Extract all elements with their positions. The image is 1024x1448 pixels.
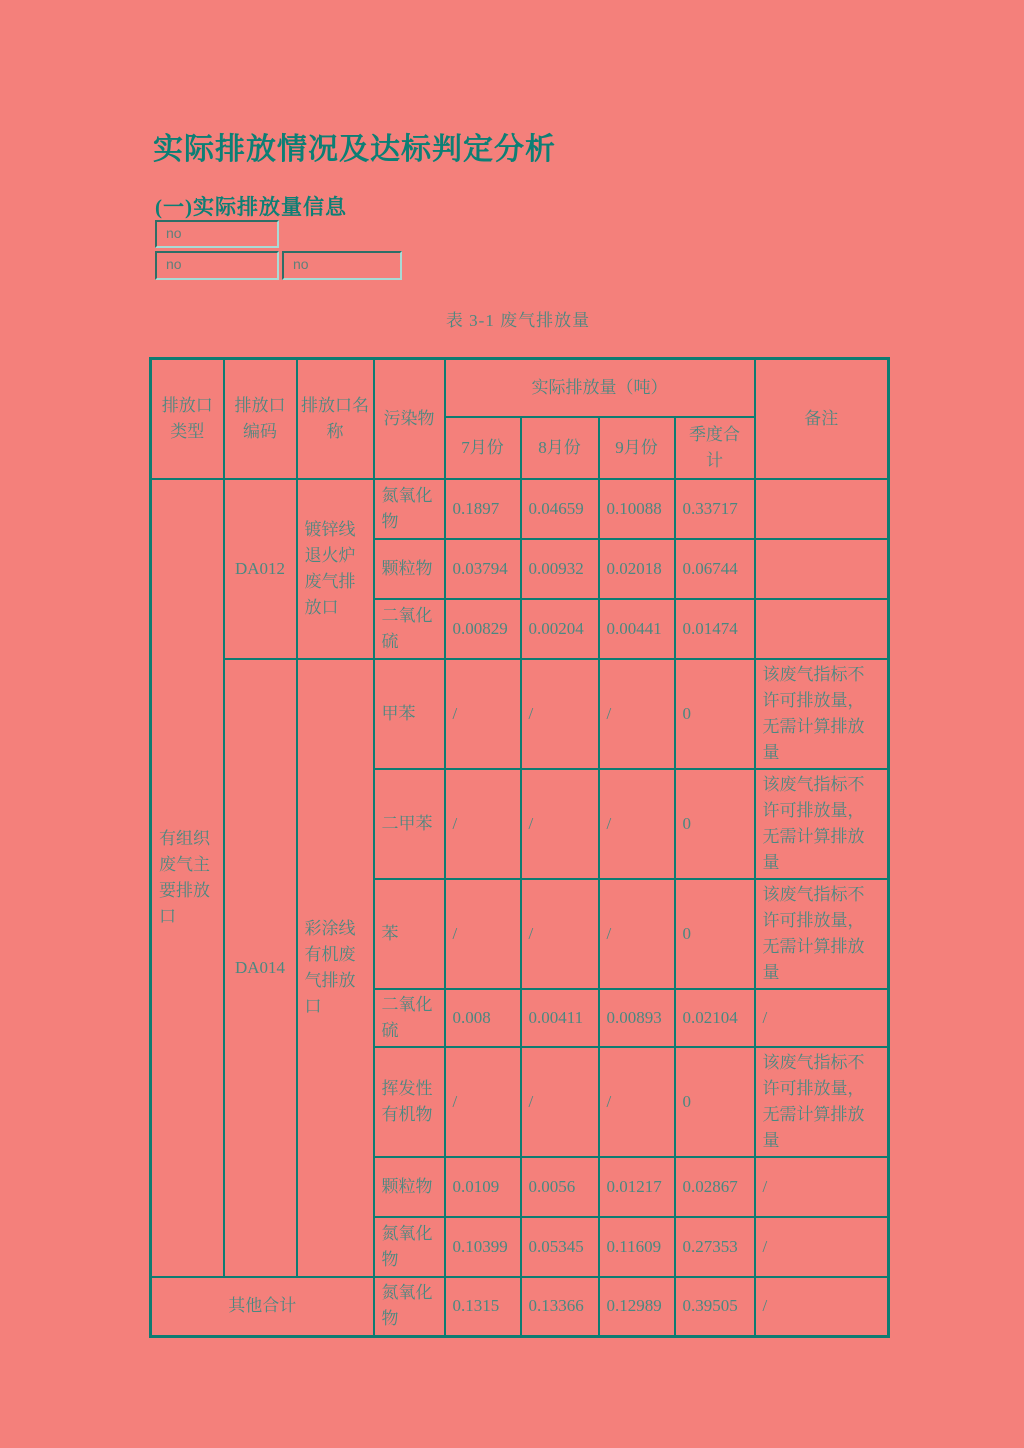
cell-m8: / bbox=[521, 769, 599, 879]
header-quarter-total: 季度合计 bbox=[675, 417, 755, 479]
cell-m9: / bbox=[599, 769, 675, 879]
cell-m9: 0.12989 bbox=[599, 1277, 675, 1337]
cell-pollutant: 氮氧化物 bbox=[374, 1217, 445, 1277]
cell-m9: 0.10088 bbox=[599, 479, 675, 539]
form-field-3[interactable]: no bbox=[282, 251, 402, 280]
cell-outlet-code-da012: DA012 bbox=[224, 479, 297, 659]
cell-m7: / bbox=[445, 1047, 521, 1157]
cell-m8: 0.05345 bbox=[521, 1217, 599, 1277]
cell-pollutant: 颗粒物 bbox=[374, 1157, 445, 1217]
page-title: 实际排放情况及达标判定分析 bbox=[153, 133, 556, 166]
cell-quarter: 0.27353 bbox=[675, 1217, 755, 1277]
header-month-jul: 7月份 bbox=[445, 417, 521, 479]
table-caption: 表 3-1 废气排放量 bbox=[445, 311, 591, 330]
cell-pollutant: 苯 bbox=[374, 879, 445, 989]
cell-m8: / bbox=[521, 1047, 599, 1157]
header-pollutant: 污染物 bbox=[374, 359, 445, 479]
cell-quarter: 0.02104 bbox=[675, 989, 755, 1047]
cell-m7: 0.00829 bbox=[445, 599, 521, 659]
cell-remark bbox=[755, 479, 889, 539]
header-outlet-type: 排放口类型 bbox=[151, 359, 224, 479]
header-remark: 备注 bbox=[755, 359, 889, 479]
header-outlet-name: 排放口名称 bbox=[297, 359, 374, 479]
cell-m8: / bbox=[521, 879, 599, 989]
cell-m7: 0.0109 bbox=[445, 1157, 521, 1217]
cell-m7: / bbox=[445, 879, 521, 989]
cell-m8: / bbox=[521, 659, 599, 769]
table-row bbox=[151, 1277, 889, 1337]
cell-outlet-name-da012: 镀锌线退火炉废气排放口 bbox=[297, 479, 374, 659]
cell-quarter: 0 bbox=[675, 879, 755, 989]
cell-quarter: 0 bbox=[675, 1047, 755, 1157]
cell-remark bbox=[755, 599, 889, 659]
cell-remark: / bbox=[755, 1277, 889, 1337]
cell-quarter: 0.33717 bbox=[675, 479, 755, 539]
cell-m7: / bbox=[445, 659, 521, 769]
cell-remark: 该废气指标不许可排放量，无需计算排放量 bbox=[755, 1047, 889, 1157]
cell-m9: 0.01217 bbox=[599, 1157, 675, 1217]
cell-m9: / bbox=[599, 659, 675, 769]
cell-quarter: 0 bbox=[675, 769, 755, 879]
cell-m8: 0.0056 bbox=[521, 1157, 599, 1217]
cell-remark: 该废气指标不许可排放量，无需计算排放量 bbox=[755, 879, 889, 989]
cell-pollutant: 氮氧化物 bbox=[374, 1277, 445, 1337]
table-row bbox=[151, 479, 889, 539]
cell-remark: / bbox=[755, 1217, 889, 1277]
cell-m7: 0.1897 bbox=[445, 479, 521, 539]
header-month-aug: 8月份 bbox=[521, 417, 599, 479]
header-month-sep: 9月份 bbox=[599, 417, 675, 479]
section-subtitle: (一)实际排放量信息 bbox=[155, 195, 347, 219]
cell-outlet-type-group: 有组织废气主要排放口 bbox=[151, 479, 224, 1277]
cell-other-total-label: 其他合计 bbox=[151, 1277, 374, 1337]
cell-remark bbox=[755, 539, 889, 599]
header-outlet-code: 排放口编码 bbox=[224, 359, 297, 479]
cell-remark: 该废气指标不许可排放量，无需计算排放量 bbox=[755, 769, 889, 879]
cell-m9: / bbox=[599, 879, 675, 989]
cell-pollutant: 二甲苯 bbox=[374, 769, 445, 879]
cell-remark: / bbox=[755, 989, 889, 1047]
cell-pollutant: 氮氧化物 bbox=[374, 479, 445, 539]
emissions-table bbox=[149, 357, 890, 1338]
cell-m7: / bbox=[445, 769, 521, 879]
cell-quarter: 0 bbox=[675, 659, 755, 769]
cell-m8: 0.00204 bbox=[521, 599, 599, 659]
cell-quarter: 0.02867 bbox=[675, 1157, 755, 1217]
cell-m8: 0.13366 bbox=[521, 1277, 599, 1337]
cell-m8: 0.04659 bbox=[521, 479, 599, 539]
cell-pollutant: 颗粒物 bbox=[374, 539, 445, 599]
cell-m9: / bbox=[599, 1047, 675, 1157]
table-row bbox=[151, 659, 889, 769]
cell-quarter: 0.01474 bbox=[675, 599, 755, 659]
cell-m8: 0.00932 bbox=[521, 539, 599, 599]
cell-m8: 0.00411 bbox=[521, 989, 599, 1047]
cell-m7: 0.10399 bbox=[445, 1217, 521, 1277]
cell-remark: 该废气指标不许可排放量，无需计算排放量 bbox=[755, 659, 889, 769]
cell-m9: 0.11609 bbox=[599, 1217, 675, 1277]
cell-m7: 0.1315 bbox=[445, 1277, 521, 1337]
header-actual-emission: 实际排放量（吨） bbox=[445, 359, 755, 417]
form-field-1[interactable]: no bbox=[155, 220, 279, 248]
cell-pollutant: 二氧化硫 bbox=[374, 599, 445, 659]
cell-m7: 0.008 bbox=[445, 989, 521, 1047]
cell-m9: 0.00893 bbox=[599, 989, 675, 1047]
cell-quarter: 0.06744 bbox=[675, 539, 755, 599]
cell-quarter: 0.39505 bbox=[675, 1277, 755, 1337]
cell-m9: 0.02018 bbox=[599, 539, 675, 599]
form-field-2[interactable]: no bbox=[155, 251, 279, 280]
cell-pollutant: 二氧化硫 bbox=[374, 989, 445, 1047]
cell-pollutant: 甲苯 bbox=[374, 659, 445, 769]
cell-m7: 0.03794 bbox=[445, 539, 521, 599]
cell-remark: / bbox=[755, 1157, 889, 1217]
cell-pollutant: 挥发性有机物 bbox=[374, 1047, 445, 1157]
cell-outlet-code-da014: DA014 bbox=[224, 659, 297, 1277]
cell-m9: 0.00441 bbox=[599, 599, 675, 659]
cell-outlet-name-da014: 彩涂线有机废气排放口 bbox=[297, 659, 374, 1277]
